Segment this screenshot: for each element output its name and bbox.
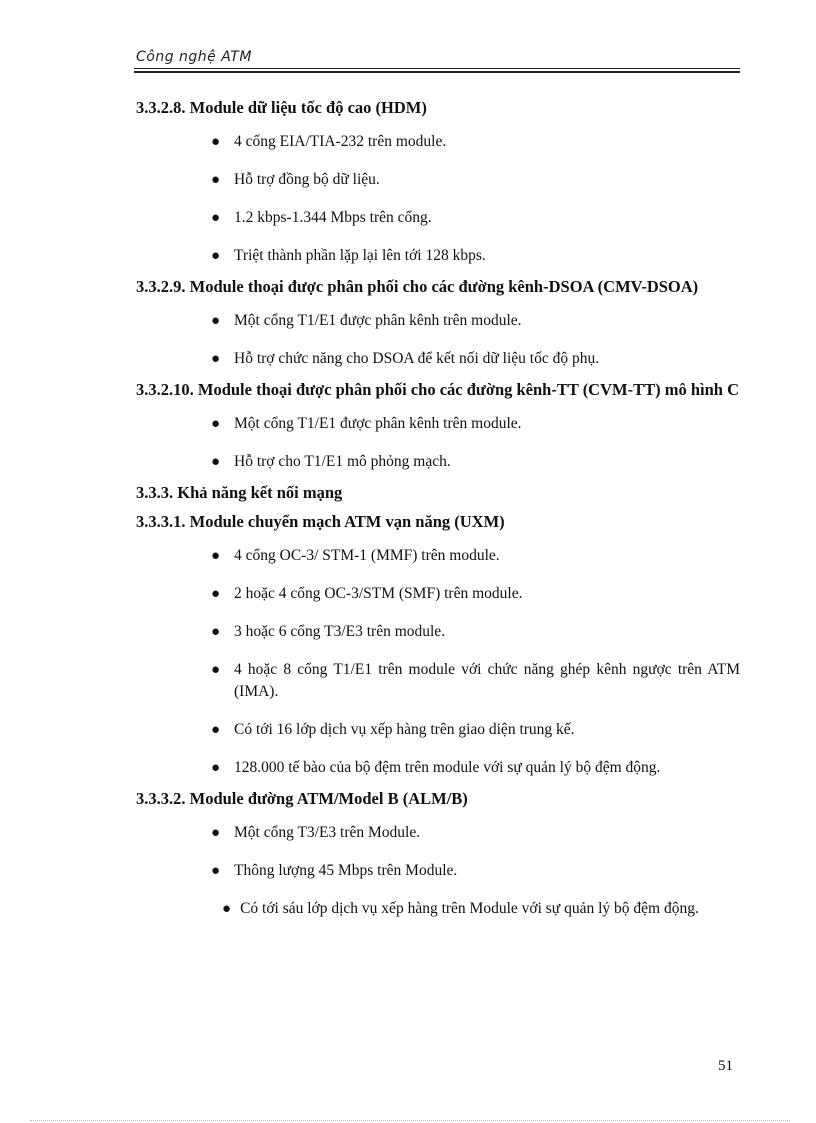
bottom-divider — [30, 1120, 790, 1121]
list-item — [136, 898, 740, 920]
list-item — [136, 719, 740, 741]
list-item-text: Có tới sáu lớp dịch vụ xếp hàng trên Module với sự quản lý bộ đệm động. — [240, 900, 699, 917]
list-item-text: Triệt thành phần lặp lại lên tới 128 kbps. — [234, 247, 486, 264]
bullet-list — [136, 545, 740, 779]
list-item-text: 4 cổng EIA/TIA-232 trên module. — [234, 133, 447, 150]
list-item-text: Một cổng T1/E1 được phân kênh trên module. — [234, 312, 522, 329]
bullet-list — [136, 310, 740, 370]
section-heading: 3.3.3.2. Module đường ATM/Model B (ALM/B) — [136, 789, 468, 808]
header-rule-thick — [134, 71, 740, 73]
list-item — [136, 860, 740, 882]
bullet-icon: ● — [211, 548, 221, 564]
bullet-icon: ● — [211, 248, 221, 264]
list-item-text: 3 hoặc 6 cổng T3/E3 trên module. — [234, 623, 446, 640]
list-item — [136, 822, 740, 844]
page-body — [136, 96, 740, 936]
list-item-text: Thông lượng 45 Mbps trên Module. — [234, 862, 458, 879]
bullet-icon: ● — [211, 454, 221, 470]
list-item — [136, 583, 740, 605]
list-item — [136, 245, 740, 267]
bullet-icon: ● — [211, 172, 221, 188]
running-header: Công nghệ ATM — [136, 49, 252, 65]
section-heading: 3.3.2.8. Module dữ liệu tốc độ cao (HDM) — [136, 98, 427, 117]
bullet-list — [136, 131, 740, 267]
list-item — [136, 131, 740, 153]
list-item-text: 128.000 tế bào của bộ đệm trên module với sự quản lý bộ đệm động. — [234, 759, 661, 776]
list-item-text: Hỗ trợ đồng bộ dữ liệu. — [234, 171, 380, 188]
list-item-text: Một cổng T3/E3 trên Module. — [234, 824, 421, 841]
bullet-list — [136, 413, 740, 473]
list-item-text: 4 hoặc 8 cổng T1/E1 trên module với chức năng ghép kênh ngược trên ATM (IMA). — [234, 661, 740, 700]
list-item-text: Hỗ trợ chức năng cho DSOA để kết nối dữ liệu tốc độ phụ. — [234, 350, 600, 367]
list-item-text: Có tới 16 lớp dịch vụ xếp hàng trên giao diện trung kế. — [234, 721, 575, 738]
list-item-text: 4 cổng OC-3/ STM-1 (MMF) trên module. — [234, 547, 500, 564]
bullet-icon: ● — [211, 825, 221, 841]
section-heading: 3.3.2.9. Module thoại được phân phối cho các đường kênh-DSOA (CMV-DSOA) — [136, 277, 699, 296]
list-item — [136, 545, 740, 567]
section-heading: 3.3.2.10. Module thoại được phân phối cho các đường kênh-TT (CVM-TT) mô hình C — [136, 380, 739, 399]
list-item — [136, 659, 740, 703]
header-rule-thin — [134, 68, 740, 69]
list-item — [136, 348, 740, 370]
list-item — [136, 621, 740, 643]
list-item — [136, 169, 740, 191]
bullet-list — [136, 822, 740, 920]
bullet-icon: ● — [211, 134, 221, 150]
list-item-text: Hỗ trợ cho T1/E1 mô phỏng mạch. — [234, 453, 451, 470]
list-item — [136, 413, 740, 435]
list-item — [136, 207, 740, 229]
bullet-icon: ● — [211, 313, 221, 329]
list-item-text: Một cổng T1/E1 được phân kênh trên module. — [234, 415, 522, 432]
bullet-icon: ● — [211, 722, 221, 738]
bullet-icon: ● — [211, 210, 221, 226]
bullet-icon: ● — [211, 416, 221, 432]
bullet-icon: ● — [211, 662, 221, 678]
bullet-icon: ● — [211, 863, 221, 879]
list-item — [136, 757, 740, 779]
list-item-text: 1.2 kbps-1.344 Mbps trên cổng. — [234, 209, 432, 226]
list-item — [136, 451, 740, 473]
bullet-icon: ● — [211, 760, 221, 776]
section-heading: 3.3.3. Khả năng kết nối mạng — [136, 483, 343, 502]
bullet-icon: ● — [222, 901, 232, 917]
bullet-icon: ● — [211, 586, 221, 602]
section-heading: 3.3.3.1. Module chuyển mạch ATM vạn năng (UXM) — [136, 512, 505, 531]
page-number: 51 — [718, 1058, 733, 1074]
list-item — [136, 310, 740, 332]
bullet-icon: ● — [211, 624, 221, 640]
bullet-icon: ● — [211, 351, 221, 367]
list-item-text: 2 hoặc 4 cổng OC-3/STM (SMF) trên module. — [234, 585, 523, 602]
